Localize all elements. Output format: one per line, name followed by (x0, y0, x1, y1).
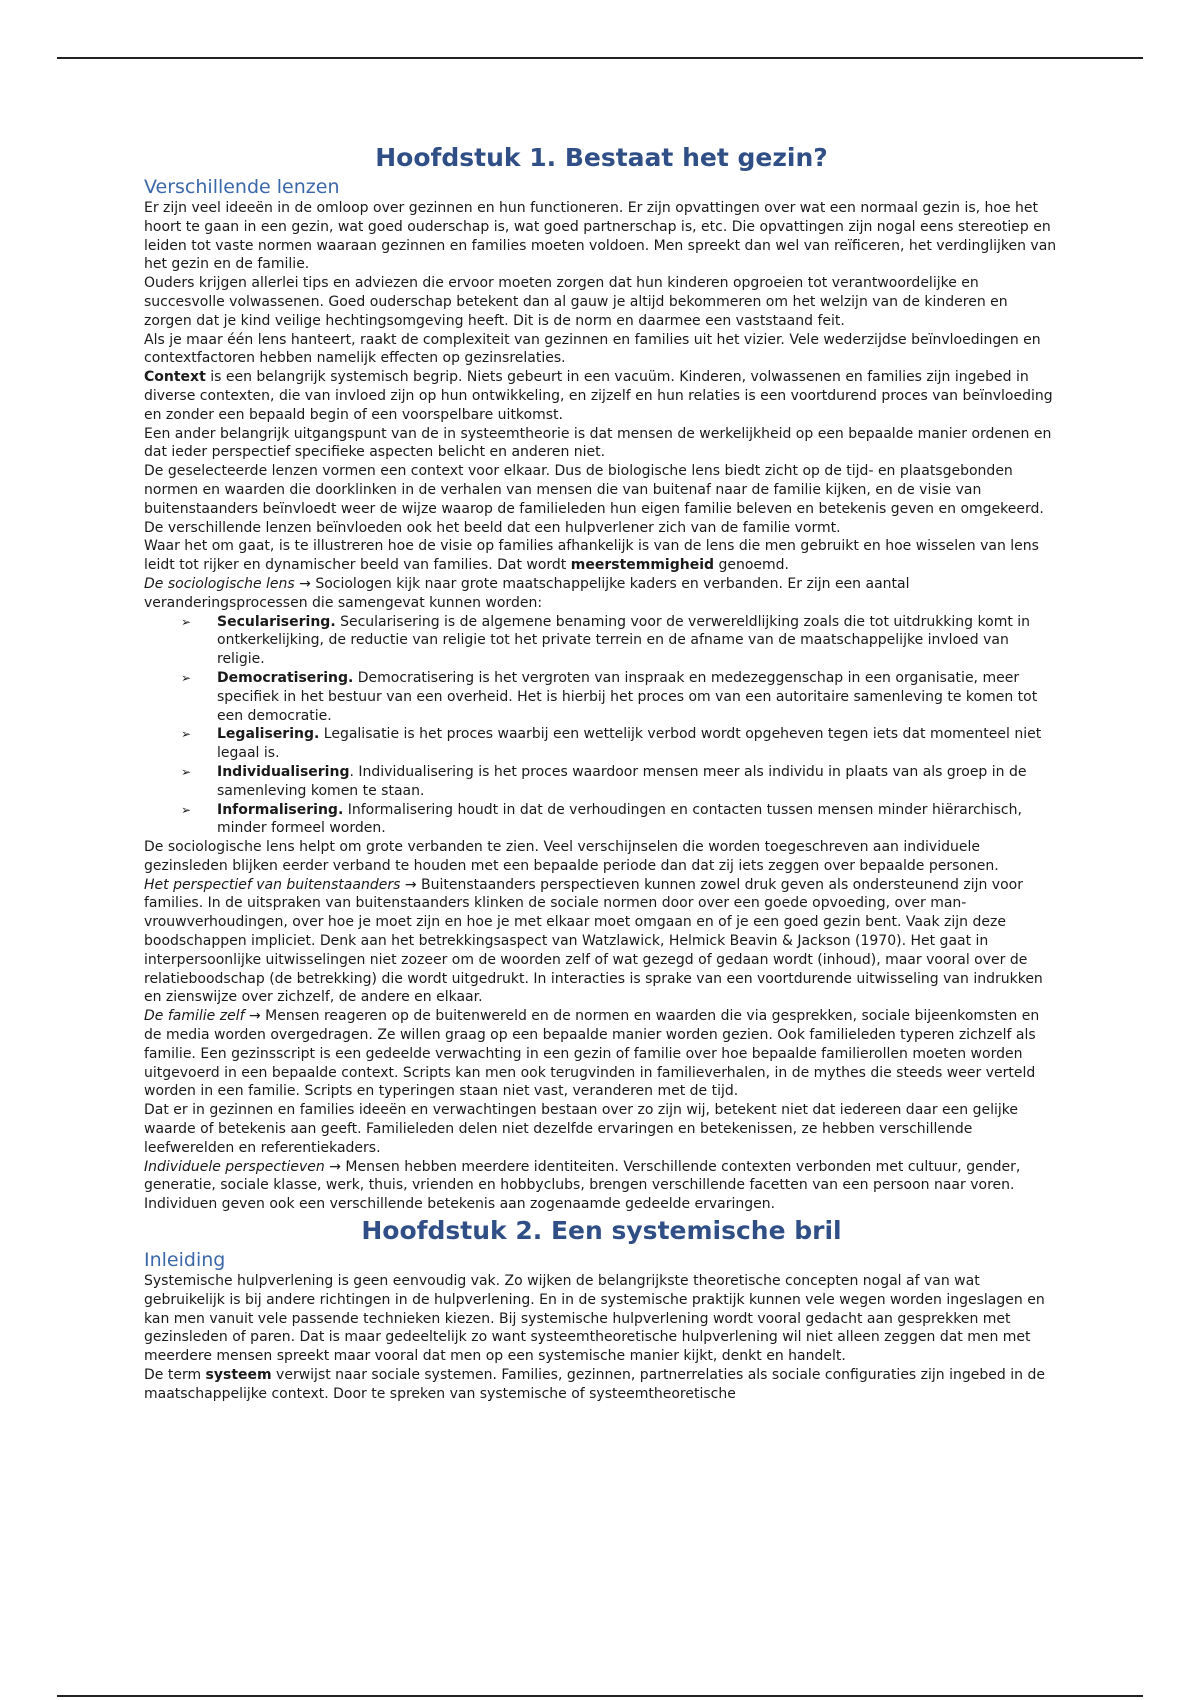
list-item (181, 669, 1059, 725)
lens-name: De familie zelf (144, 1008, 245, 1025)
list-term: Informalisering. (217, 801, 344, 818)
list-text: Informalisering houdt in dat de verhoudingen en contacten tussen mensen minder hiërarchisch, minder formeel worden. (217, 801, 1022, 837)
list-term: Individualisering (217, 763, 350, 780)
paragraph: Er zijn veel ideeën in de omloop over gezinnen en hun functioneren. Er zijn opvattingen over wat een normaal gezin is, hoe het hoort te gaan in een gezin, wat goed ouderschap is, wat goed partnerschap is, etc. Die opvattingen zijn nogal eens stereotiep en leiden tot vaste normen waaraan gezinnen en families moeten voldoen. Men spreekt dan wel van reïficeren, het verdinglijken van het gezin en de familie. (144, 200, 1057, 273)
paragraph-text: verwijst naar sociale systemen. Families, gezinnen, partnerrelaties als sociale configuraties zijn ingebed in de maatschappelijke context. Door te spreken van systemische of systeemtheoretische (144, 1367, 1045, 1402)
arrow-bullet-icon: ➢ (181, 670, 192, 685)
paragraph: Een ander belangrijk uitgangspunt van de in systeemtheorie is dat mensen de werkelijkheid op een bepaalde manier ordenen en dat ieder perspectief specifieke aspecten belicht en anderen niet. (144, 425, 1052, 461)
list-text: Legalisatie is het proces waarbij een wettelijk verbod wordt opgeheven tegen iets dat momenteel niet legaal is. (217, 726, 1042, 762)
paragraph: De sociologische lens helpt om grote verbanden te zien. Veel verschijnselen die worden toegeschreven aan individuele gezinsleden blijken eerder verband te houden met een bepaalde periode dan dat zij iets zeggen over bepaalde personen. (144, 839, 999, 874)
lens-paragraph (144, 1158, 1059, 1214)
arrow-bullet-icon: ➢ (181, 764, 192, 779)
lens-paragraph (144, 876, 1059, 1008)
list-term: Secularisering. (217, 613, 336, 630)
paragraph: Ouders krijgen allerlei tips en adviezen die ervoor moeten zorgen dat hun kinderen opgroeien tot verantwoordelijke en succesvolle volwassenen. Goed ouderschap betekent dan al gauw je altijd bekommeren om het welzijn van de kinderen en zorgen dat je kind veilige hechtingsomgeving heeft. Dit is de norm en daarmee een vaststaand feit. (144, 275, 1008, 329)
paragraph: Dat er in gezinnen en families ideeën en verwachtingen bestaan over zo zijn wij, betekent niet dat iedereen daar een gelijke waarde of betekenis aan geeft. Familieleden delen niet dezelfde ervaringen en betekenissen, ze hebben verschillende leefwerelden en referentiekaders. (144, 1102, 1018, 1156)
document-body (144, 141, 1059, 1404)
paragraph-text: → Mensen hebben meerdere identiteiten. Verschillende contexten verbonden met cultuur, gender, generatie, sociale klasse, werk, thuis, vrienden en hobbyclubs, brengen verschillende facetten van een persoon naar voren. Individuen geven ook een verschillende betekenis aan zogenaamde gedeelde ervaringen. (144, 1158, 1021, 1213)
lens-name: De sociologische lens (144, 575, 295, 592)
paragraph (144, 1366, 1059, 1404)
bold-term: meerstemmigheid (570, 557, 715, 574)
paragraph-text: → Mensen reageren op de buitenwereld en de normen en waarden die via gesprekken, sociale bijeenkomsten en de media worden overgedragen. Ze willen graag op een bepaalde manier worden gezien. Ook familieleden typeren zichzelf als familie. Een gezinsscript is een gedeelde verwachting in een gezin of familie over hoe bepaalde familierollen moeten worden uitgevoerd in een bepaalde context. Scripts kan men ook terugvinden in familieverhalen, in de mythes die steeds weer verteld worden in een familie. Scripts en typeringen staan niet vast, veranderen met de tijd. (144, 1008, 1040, 1100)
section-heading-verschillende-lenzen: Verschillende lenzen (144, 176, 340, 198)
header-rule (57, 57, 1143, 59)
paragraph-text: Waar het om gaat, is te illustreren hoe de visie op families afhankelijk is van de lens die men gebruikt en hoe wisselen van lens leidt tot rijker en dynamischer beeld van families. Dat wordt (144, 538, 1039, 574)
lens-name: Individuele perspectieven (144, 1158, 325, 1175)
paragraph: Als je maar één lens hanteert, raakt de complexiteit van gezinnen en families uit het vizier. Vele wederzijdse beïnvloedingen en contextfactoren hebben namelijk effecten op gezinsrelaties. (144, 331, 1041, 367)
list-item (181, 763, 1059, 801)
list-item (181, 613, 1059, 669)
footer-rule (57, 1695, 1143, 1697)
paragraph (144, 537, 1059, 575)
paragraph-text: is een belangrijk systemisch begrip. Niets gebeurt in een vacuüm. Kinderen, volwassenen en families zijn ingebed in diverse contexten, die van invloed zijn op hun ontwikkeling, en zijzelf en hun relaties is een voortdurend proces van beïnvloeding en zonder een bepaald begin of een voorspelbare uitkomst. (144, 369, 1053, 423)
list-item (181, 725, 1059, 763)
paragraph-text: → Buitenstaanders perspectieven kunnen zowel druk geven als ondersteunend zijn voor families. In de uitspraken van buitenstaanders klinken de sociale normen door over een goede opvoeding, over man-vrouwverhoudingen, over hoe je moet zijn en hoe je met elkaar moet omgaan en of je een goed gezin bent. Vaak zijn deze boodschappen impliciet. Denk aan het betrekkingsaspect van Watzlawick, Helmick Beavin & Jackson (1970). Het gaat in interpersoonlijke uitwisselingen niet zozeer om de woorden zelf of wat gezegd of gedaan wordt (inhoud), maar vooral over de relatieboodschap (de betrekking) die wordt uitgedrukt. In interacties is sprake van een voortdurende uitwisseling van indrukken en zienswijze over zichzelf, de andere en elkaar. (144, 876, 1043, 1006)
list-term: Democratisering. (217, 669, 354, 686)
chapter-1-title: Hoofdstuk 1. Bestaat het gezin? (375, 143, 828, 172)
list-text: Democratisering is het vergroten van inspraak en medezeggenschap in een organisatie, meer specifiek in het bestuur van een overheid. Het is hierbij het proces om van een autoritaire samenleving te komen tot een democratie. (217, 669, 1038, 724)
paragraph-text: → Sociologen kijk naar grote maatschappelijke kaders en verbanden. Er zijn een aantal veranderingsprocessen die samengevat kunnen worden: (144, 575, 910, 611)
chapter-2-title: Hoofdstuk 2. Een systemische bril (361, 1216, 842, 1246)
bold-term: Context (144, 369, 206, 386)
paragraph-text: genoemd. (714, 557, 790, 574)
list-item (181, 801, 1059, 839)
paragraph: De geselecteerde lenzen vormen een context voor elkaar. Dus de biologische lens biedt zicht op de tijd- en plaatsgebonden normen en waarden die doorklinken in de verhalen van mensen die van buitenaf naar de familie kijken, en de visie van buitenstaanders beïnvloedt weer de wijze waarop de familieleden hun eigen familie beleven en betekenis geven en omgekeerd. De verschillende lenzen beïnvloeden ook het beeld dat een hulpverlener zich van de familie vormt. (144, 463, 1044, 536)
process-list (144, 613, 1059, 839)
lens-paragraph (144, 575, 1059, 613)
lens-paragraph (144, 1007, 1059, 1101)
bold-term: systeem (205, 1367, 272, 1384)
list-text: . Individualisering is het proces waardoor mensen meer als individu in plaats van als groep in de samenleving komen te staan. (217, 763, 1027, 799)
arrow-bullet-icon: ➢ (181, 727, 192, 742)
paragraph (144, 368, 1059, 424)
arrow-bullet-icon: ➢ (181, 614, 192, 629)
section-heading-inleiding: Inleiding (144, 1249, 226, 1272)
list-text: Secularisering is de algemene benaming voor de verwereldlijking zoals die tot uitdrukking komt in ontkerkelijking, de reductie van religie tot het private terrein en de afname van de maatschappelijke invloed van religie. (217, 613, 1031, 668)
arrow-bullet-icon: ➢ (181, 802, 192, 817)
list-term: Legalisering. (217, 726, 320, 743)
paragraph: Systemische hulpverlening is geen eenvoudig vak. Zo wijken de belangrijkste theoretische concepten nogal af van wat gebruikelijk is bij andere richtingen in de hulpverlening. En in de systemische praktijk kunnen vele wegen worden ingeslagen en kan men vanuit vele passende technieken kiezen. Bij systemische hulpverlening wordt vooral gedacht aan gesprekken met gezinsleden of paren. Dat is maar gedeeltelijk zo want systeemtheoretische hulpverlening wil niet alleen zeggen dat men met meerdere mensen spreekt maar vooral dat men op een systemische manier kijkt, denkt en handelt. (144, 1273, 1045, 1365)
lens-name: Het perspectief van buitenstaanders (144, 876, 401, 893)
paragraph-text: De term (144, 1367, 206, 1384)
